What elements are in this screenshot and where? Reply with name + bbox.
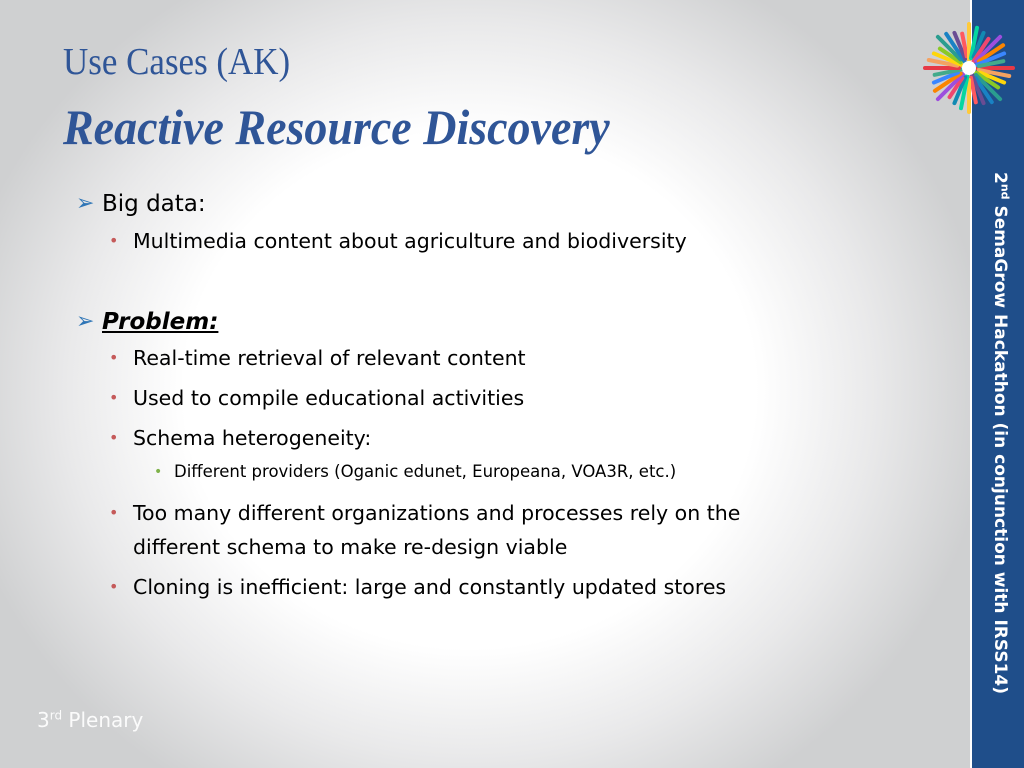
arrow-bullet-icon: ➢ xyxy=(76,309,95,334)
bullet-text: Cloning is inefficient: large and constantly updated stores xyxy=(133,575,727,599)
bullet-dot-icon: • xyxy=(109,388,119,407)
bullet-dot-icon: • xyxy=(154,464,163,480)
bullet-problem xyxy=(76,306,936,338)
bullet-text: Different providers (Oganic edunet, Europeana, VOA3R, etc.) xyxy=(174,462,677,481)
footer-number: 3 xyxy=(37,708,50,732)
bullet-dot-icon: • xyxy=(109,503,119,522)
slide-title: Use Cases (AK) xyxy=(63,41,291,83)
bullet-text: Schema heterogeneity: xyxy=(133,426,372,450)
bullet-text: Big data: xyxy=(102,191,206,217)
bullet-text: Multimedia content about agriculture and biodiversity xyxy=(133,229,687,253)
sidebar-label: SemaGrow Hackathon (in conjunction with IRSS14) xyxy=(990,199,1010,695)
bullet-dot-icon: • xyxy=(109,348,119,367)
footer-text xyxy=(37,708,143,732)
semagrow-color-wheel-logo xyxy=(921,20,1017,116)
bullet-too-many xyxy=(76,496,936,564)
bullet-text: Real-time retrieval of relevant content xyxy=(133,346,526,370)
bullet-multimedia xyxy=(76,224,936,258)
bullet-dot-icon: • xyxy=(109,577,119,596)
bullet-realtime xyxy=(76,341,936,375)
bullet-text: Problem: xyxy=(102,309,219,335)
bullet-text-line-2: different schema to make re-design viable xyxy=(133,535,568,559)
footer-superscript: rd xyxy=(49,708,63,723)
bullet-dot-icon: • xyxy=(109,428,119,447)
sidebar-title xyxy=(989,133,1011,733)
bullet-text: Used to compile educational activities xyxy=(133,386,525,410)
slide-subtitle: Reactive Resource Discovery xyxy=(63,99,610,155)
bullet-cloning xyxy=(76,570,936,604)
bullet-educational xyxy=(76,381,936,415)
bullet-providers xyxy=(76,459,936,485)
footer-label: Plenary xyxy=(62,708,144,732)
arrow-bullet-icon: ➢ xyxy=(76,191,95,216)
logo-center xyxy=(962,61,976,75)
bullet-text-line-1: Too many different organizations and processes rely on the xyxy=(133,501,741,525)
sidebar-superscript: nd xyxy=(998,183,1012,200)
bullet-schema xyxy=(76,421,936,455)
sidebar-number: 2 xyxy=(990,171,1010,184)
bullet-big-data xyxy=(76,188,936,220)
bullet-list xyxy=(76,188,936,604)
bullet-dot-icon: • xyxy=(109,231,119,250)
